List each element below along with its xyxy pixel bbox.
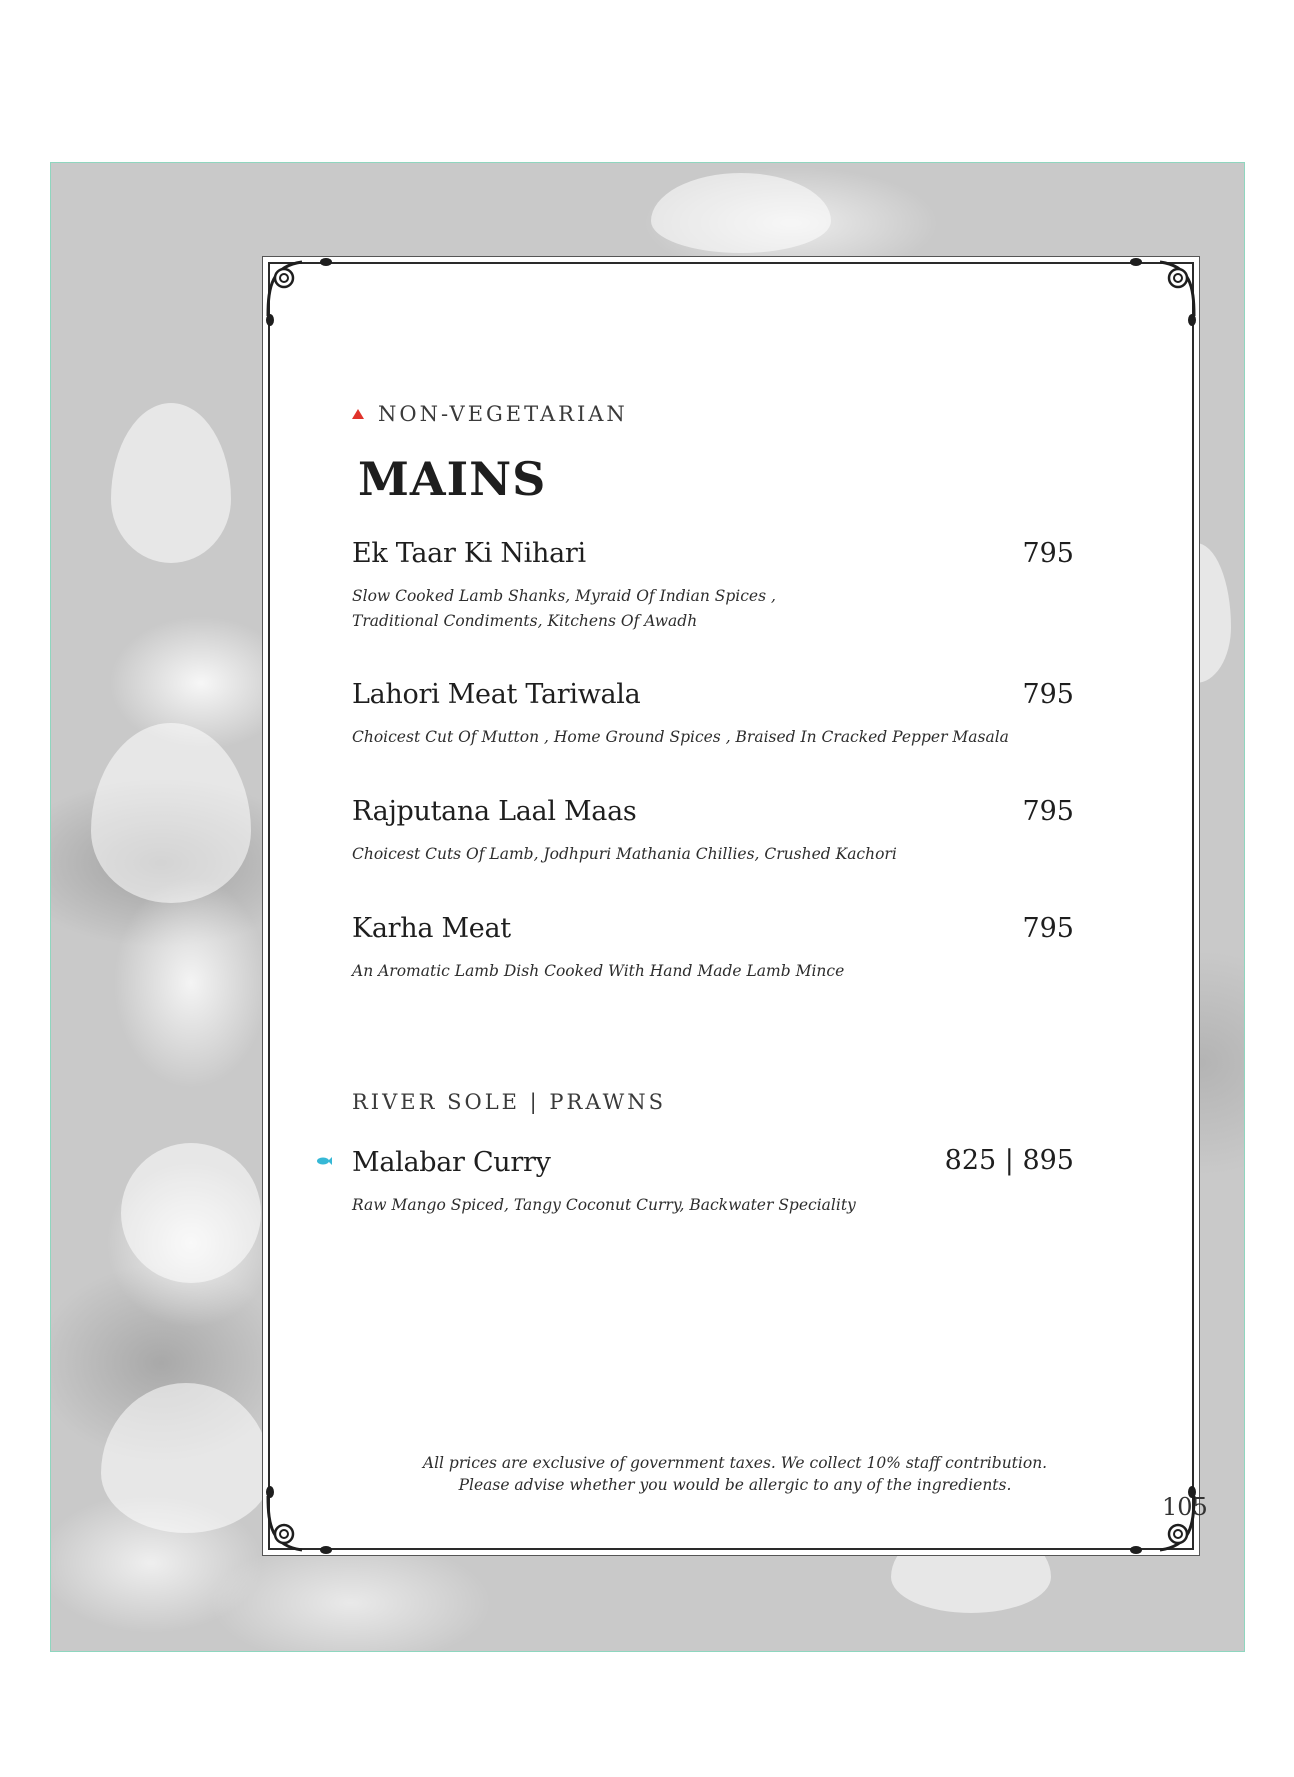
dish-price: 795 xyxy=(1022,538,1074,569)
dish-price: 795 xyxy=(1022,913,1074,944)
dish-name: Malabar Curry xyxy=(352,1147,551,1178)
dish-description xyxy=(352,584,776,634)
dish-price: 825 | 895 xyxy=(944,1145,1074,1176)
dish-description: Raw Mango Spiced, Tangy Coconut Curry, Backwater Speciality xyxy=(352,1196,856,1214)
footer-note xyxy=(400,1452,1070,1496)
dish-description-line: Slow Cooked Lamb Shanks, Myraid Of Indian Spices , xyxy=(352,587,776,605)
dish-description: An Aromatic Lamb Dish Cooked With Hand Made Lamb Mince xyxy=(352,962,845,980)
dish-name: Rajputana Laal Maas xyxy=(352,796,637,827)
dish-price: 795 xyxy=(1022,679,1074,710)
fish-icon xyxy=(316,1156,332,1166)
dish-price: 795 xyxy=(1022,796,1074,827)
dish-description: Choicest Cut Of Mutton , Home Ground Spices , Braised In Cracked Pepper Masala xyxy=(352,728,1009,746)
dish-name: Lahori Meat Tariwala xyxy=(352,679,641,710)
dish-description-line: Traditional Condiments, Kitchens Of Awadh xyxy=(352,612,698,630)
triangle-icon xyxy=(352,409,364,419)
dish-description: Choicest Cuts Of Lamb, Jodhpuri Mathania Chillies, Crushed Kachori xyxy=(352,845,897,863)
dish-name: Ek Taar Ki Nihari xyxy=(352,538,586,569)
page-number: 105 xyxy=(1162,1493,1208,1521)
category-label: NON-VEGETARIAN xyxy=(378,402,628,426)
subsection-title: RIVER SOLE | PRAWNS xyxy=(352,1090,666,1114)
dish-name: Karha Meat xyxy=(352,913,511,944)
footer-line: Please advise whether you would be allergic to any of the ingredients. xyxy=(458,1476,1012,1494)
category-header xyxy=(352,402,628,426)
section-title: MAINS xyxy=(358,452,547,506)
footer-line: All prices are exclusive of government taxes. We collect 10% staff contribution. xyxy=(422,1454,1048,1472)
